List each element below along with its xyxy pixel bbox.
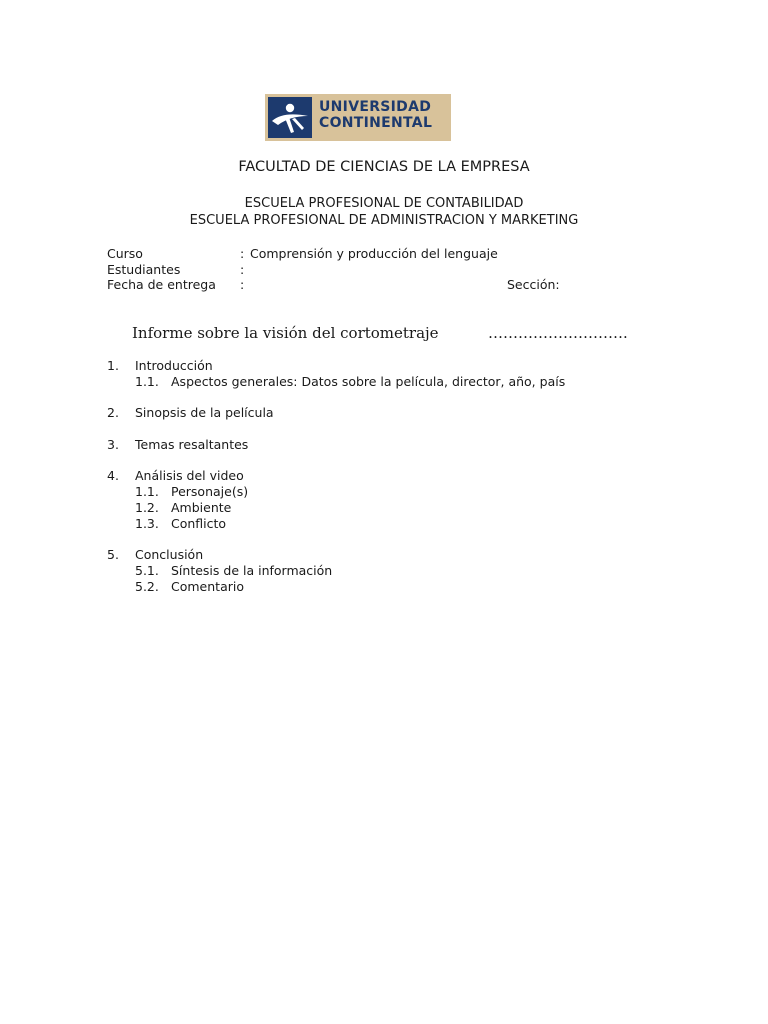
fecha-label: Fecha de entrega [107, 277, 216, 292]
university-logo [265, 94, 451, 141]
outline-subitem-conflicto: Conflicto [171, 516, 227, 531]
outline-item-number: 3. [107, 437, 119, 452]
school-heading-administration: ESCUELA PROFESIONAL DE ADMINISTRACION Y MARKETING [189, 213, 579, 228]
logo-wordmark [319, 99, 432, 131]
curso-separator: : [240, 246, 245, 261]
outline-subitem-aspectos-generales: Aspectos generales: Datos sobre la película, director, año, país [171, 374, 566, 389]
faculty-heading: FACULTAD DE CIENCIAS DE LA EMPRESA [238, 159, 530, 175]
outline-item-analisis: Análisis del video [135, 468, 244, 483]
outline-subitem-comentario: Comentario [171, 579, 244, 594]
curso-label: Curso [107, 246, 143, 261]
report-title: Informe sobre la visión del cortometraje [132, 324, 439, 342]
outline-item-introduccion: Introducción [135, 358, 213, 373]
outline-subitem-number: 1.1. [135, 374, 159, 389]
outline-subitem-sintesis: Síntesis de la información [171, 563, 333, 578]
outline-item-temas: Temas resaltantes [135, 437, 249, 452]
report-title-blank: ………………………. [488, 324, 628, 342]
curso-value: Comprensión y producción del lenguaje [250, 246, 498, 261]
estudiantes-separator: : [240, 262, 245, 277]
seccion-label: Sección: [507, 277, 560, 292]
outline-item-conclusion: Conclusión [135, 547, 204, 562]
outline-item-number: 1. [107, 358, 119, 373]
outline-item-sinopsis: Sinopsis de la película [135, 405, 274, 420]
outline-item-number: 5. [107, 547, 119, 562]
outline-subitem-number: 1.3. [135, 516, 159, 531]
fecha-separator: : [240, 277, 245, 292]
outline-item-number: 2. [107, 405, 119, 420]
logo-line-1: UNIVERSIDAD [319, 99, 432, 115]
estudiantes-label: Estudiantes [107, 262, 181, 277]
school-heading-accounting: ESCUELA PROFESIONAL DE CONTABILIDAD [244, 196, 524, 211]
outline-subitem-number: 1.1. [135, 484, 159, 499]
outline-subitem-number: 5.1. [135, 563, 159, 578]
university-emblem-icon [268, 97, 312, 138]
outline-subitem-personajes: Personaje(s) [171, 484, 249, 499]
outline-item-number: 4. [107, 468, 119, 483]
outline-subitem-number: 5.2. [135, 579, 159, 594]
outline-subitem-ambiente: Ambiente [171, 500, 232, 515]
logo-line-2: CONTINENTAL [319, 115, 433, 131]
outline-subitem-number: 1.2. [135, 500, 159, 515]
